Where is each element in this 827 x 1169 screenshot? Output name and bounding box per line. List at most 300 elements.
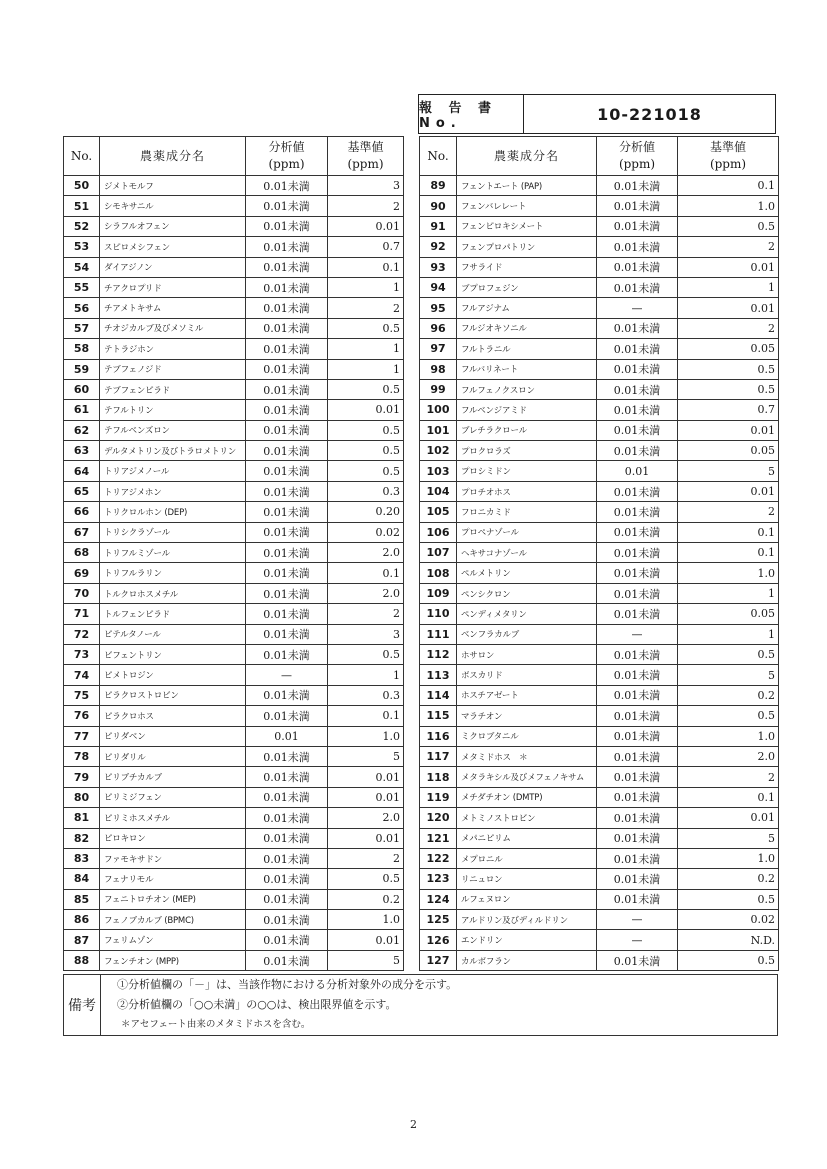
table-row (64, 502, 779, 522)
row-number: 109 (420, 583, 457, 603)
standard-value: N.D. (678, 930, 779, 950)
standard-value: 0.01 (328, 930, 404, 950)
standard-value: 0.1 (328, 257, 404, 277)
row-number: 80 (64, 787, 100, 807)
pesticide-name: トリフルミゾール (100, 543, 246, 563)
table-row (64, 930, 779, 950)
analysis-value: 0.01未満 (597, 522, 678, 542)
row-number: 110 (420, 604, 457, 624)
pesticide-name: ホスチアゼート (457, 685, 597, 705)
row-number: 85 (64, 889, 100, 909)
table-row (64, 420, 779, 440)
standard-value: 5 (328, 746, 404, 766)
row-number: 55 (64, 277, 100, 297)
standard-value: 0.01 (328, 828, 404, 848)
analysis-value: 0.01未満 (597, 808, 678, 828)
column-separator (404, 950, 420, 970)
row-number: 59 (64, 359, 100, 379)
analysis-value: 0.01未満 (597, 257, 678, 277)
column-separator (404, 420, 420, 440)
pesticide-name: フェニトロチオン (MEP) (100, 889, 246, 909)
analysis-value: 0.01未満 (246, 889, 328, 909)
table-row (64, 624, 779, 644)
row-number: 105 (420, 502, 457, 522)
analysis-value: 0.01未満 (597, 196, 678, 216)
pesticide-name: フルバリネート (457, 359, 597, 379)
column-separator (404, 910, 420, 930)
pesticide-name: ピラクロホス (100, 706, 246, 726)
pesticide-name: フェンプロパトリン (457, 237, 597, 257)
row-number: 115 (420, 706, 457, 726)
pesticide-name: ピテルタノール (100, 624, 246, 644)
report-number-label: 報 告 書 No. (419, 95, 524, 133)
pesticide-name: ファモキサドン (100, 848, 246, 868)
analysis-value: 0.01未満 (597, 848, 678, 868)
row-number: 123 (420, 869, 457, 889)
pesticide-name: プロクロラズ (457, 441, 597, 461)
standard-value: 2 (328, 298, 404, 318)
column-separator (404, 481, 420, 501)
analysis-value: 0.01未満 (246, 216, 328, 236)
column-separator (404, 869, 420, 889)
pesticide-name: フェリムゾン (100, 930, 246, 950)
standard-value: 2 (678, 318, 779, 338)
column-separator (404, 828, 420, 848)
pesticide-name: トルクロホスメチル (100, 583, 246, 603)
analysis-value: 0.01未満 (246, 543, 328, 563)
analysis-value: 0.01未満 (246, 644, 328, 664)
pesticide-name: テトラジホン (100, 339, 246, 359)
analysis-value: 0.01未満 (246, 502, 328, 522)
page-number: 2 (410, 1118, 417, 1131)
table-row (64, 950, 779, 970)
column-separator (404, 644, 420, 664)
pesticide-name: ミクロブタニル (457, 726, 597, 746)
standard-value: 0.2 (678, 869, 779, 889)
row-number: 60 (64, 379, 100, 399)
standard-value: 0.05 (678, 604, 779, 624)
analysis-value: 0.01未満 (246, 420, 328, 440)
pesticide-name: フルアジナム (457, 298, 597, 318)
column-separator (404, 767, 420, 787)
row-number: 91 (420, 216, 457, 236)
analysis-value: 0.01未満 (597, 502, 678, 522)
table-row (64, 176, 779, 196)
standard-value: 0.5 (678, 359, 779, 379)
analysis-value: 0.01未満 (246, 563, 328, 583)
standard-value: 1 (678, 277, 779, 297)
row-number: 90 (420, 196, 457, 216)
standard-value: 0.3 (328, 685, 404, 705)
note-line-3: ＊アセフェート由来のメタミドホスを含む。 (121, 1019, 311, 1030)
pesticide-name: ダイアジノン (100, 257, 246, 277)
table-row (64, 767, 779, 787)
row-number: 78 (64, 746, 100, 766)
analysis-value: 0.01未満 (246, 604, 328, 624)
column-separator (404, 379, 420, 399)
row-number: 61 (64, 400, 100, 420)
table-row (64, 196, 779, 216)
column-separator (404, 257, 420, 277)
analysis-value: 0.01 (597, 461, 678, 481)
row-number: 83 (64, 848, 100, 868)
analysis-value: 0.01未満 (246, 237, 328, 257)
standard-value: 0.05 (678, 339, 779, 359)
analysis-value: 0.01未満 (246, 685, 328, 705)
standard-value: 5 (328, 950, 404, 970)
row-number: 74 (64, 665, 100, 685)
analysis-value: 0.01未満 (597, 787, 678, 807)
pesticide-name: プロシミドン (457, 461, 597, 481)
standard-value: 0.01 (678, 808, 779, 828)
header-no: No. (64, 137, 100, 176)
analysis-value: 0.01未満 (246, 869, 328, 889)
pesticide-name: スピロメシフェン (100, 237, 246, 257)
analysis-value: 0.01未満 (246, 808, 328, 828)
standard-value: 0.20 (328, 502, 404, 522)
column-separator (404, 746, 420, 766)
column-separator (404, 339, 420, 359)
row-number: 72 (64, 624, 100, 644)
table-row (64, 277, 779, 297)
table-row (64, 787, 779, 807)
standard-value: 2 (328, 848, 404, 868)
pesticide-name: トリクロルホン (DEP) (100, 502, 246, 522)
standard-value: 1.0 (328, 910, 404, 930)
notes-label: 備考 (64, 975, 101, 1036)
column-separator (404, 726, 420, 746)
row-number: 62 (64, 420, 100, 440)
table-row (64, 563, 779, 583)
row-number: 81 (64, 808, 100, 828)
row-number: 102 (420, 441, 457, 461)
standard-value: 0.01 (678, 481, 779, 501)
analysis-value: 0.01未満 (597, 604, 678, 624)
table-row (64, 522, 779, 542)
pesticide-name: メプロニル (457, 848, 597, 868)
pesticide-name: アルドリン及びディルドリン (457, 910, 597, 930)
standard-value: 3 (328, 176, 404, 196)
standard-value: 1 (328, 665, 404, 685)
pesticide-name: ブプロフェジン (457, 277, 597, 297)
standard-value: 0.7 (678, 400, 779, 420)
row-number: 113 (420, 665, 457, 685)
column-separator (404, 298, 420, 318)
pesticide-name: エンドリン (457, 930, 597, 950)
analysis-value: — (597, 298, 678, 318)
table-row (64, 746, 779, 766)
analysis-value: 0.01未満 (246, 624, 328, 644)
analysis-value: 0.01未満 (246, 277, 328, 297)
analysis-value: 0.01未満 (246, 196, 328, 216)
column-separator (404, 930, 420, 950)
pesticide-name: メチダチオン (DMTP) (457, 787, 597, 807)
pesticide-name: ホサロン (457, 644, 597, 664)
analysis-value: 0.01未満 (246, 359, 328, 379)
standard-value: 0.5 (678, 706, 779, 726)
standard-value: 2.0 (328, 543, 404, 563)
standard-value: 0.2 (328, 889, 404, 909)
column-separator (404, 502, 420, 522)
pesticide-name: トリシクラゾール (100, 522, 246, 542)
pesticide-name: トリフルラリン (100, 563, 246, 583)
pesticide-name: ペンシクロン (457, 583, 597, 603)
pesticide-name: ピロキロン (100, 828, 246, 848)
pesticide-name: メトミノストロビン (457, 808, 597, 828)
row-number: 89 (420, 176, 457, 196)
table-row (64, 583, 779, 603)
standard-value: 0.5 (328, 318, 404, 338)
column-separator (404, 176, 420, 196)
table-row (64, 685, 779, 705)
notes-content (101, 975, 778, 1036)
table-row (64, 889, 779, 909)
pesticide-name: シラフルオフェン (100, 216, 246, 236)
standard-value: 0.1 (328, 563, 404, 583)
row-number: 68 (64, 543, 100, 563)
table-row (64, 461, 779, 481)
header-value: 分析値 (ppm) (246, 137, 328, 176)
row-number: 88 (64, 950, 100, 970)
standard-value: 1 (678, 624, 779, 644)
row-number: 57 (64, 318, 100, 338)
standard-value: 0.05 (678, 441, 779, 461)
row-number: 51 (64, 196, 100, 216)
pesticide-results-table (63, 136, 779, 971)
analysis-value: 0.01未満 (597, 481, 678, 501)
column-separator (404, 400, 420, 420)
table-row (64, 604, 779, 624)
standard-value: 0.02 (678, 910, 779, 930)
pesticide-name: フロニカミド (457, 502, 597, 522)
standard-value: 0.7 (328, 237, 404, 257)
pesticide-name: ベンフラカルブ (457, 624, 597, 644)
standard-value: 1.0 (678, 726, 779, 746)
pesticide-name: ピリブチカルブ (100, 767, 246, 787)
analysis-value: 0.01未満 (597, 277, 678, 297)
row-number: 50 (64, 176, 100, 196)
pesticide-name: ピラクロストロビン (100, 685, 246, 705)
column-separator (404, 196, 420, 216)
pesticide-name: フェントエート (PAP) (457, 176, 597, 196)
standard-value: 1.0 (678, 848, 779, 868)
standard-value: 5 (678, 461, 779, 481)
analysis-value: 0.01未満 (246, 828, 328, 848)
analysis-value: 0.01未満 (246, 298, 328, 318)
column-separator (404, 461, 420, 481)
pesticide-name: トリアジメノール (100, 461, 246, 481)
column-separator (404, 665, 420, 685)
header-name: 農薬成分名 (100, 137, 246, 176)
standard-value: 2 (678, 767, 779, 787)
table-row (64, 216, 779, 236)
standard-value: 5 (678, 828, 779, 848)
header-no: No. (420, 137, 457, 176)
pesticide-name: フサライド (457, 257, 597, 277)
column-separator (404, 441, 420, 461)
analysis-value: 0.01未満 (246, 706, 328, 726)
column-separator (404, 137, 420, 176)
row-number: 70 (64, 583, 100, 603)
note-line-1: ①分析値欄の「－」は、当該作物における分析対象外の成分を示す。 (117, 978, 458, 991)
pesticide-name: テブフェノジド (100, 359, 246, 379)
row-number: 100 (420, 400, 457, 420)
table-row (64, 543, 779, 563)
analysis-value: — (246, 665, 328, 685)
pesticide-name: ヘキサコナゾール (457, 543, 597, 563)
row-number: 127 (420, 950, 457, 970)
pesticide-name: トリアジメホン (100, 481, 246, 501)
analysis-value: 0.01未満 (597, 237, 678, 257)
row-number: 117 (420, 746, 457, 766)
table-row (64, 441, 779, 461)
row-number: 94 (420, 277, 457, 297)
row-number: 125 (420, 910, 457, 930)
standard-value: 0.5 (328, 869, 404, 889)
analysis-value: 0.01未満 (246, 441, 328, 461)
standard-value: 0.5 (678, 379, 779, 399)
standard-value: 0.01 (328, 400, 404, 420)
row-number: 54 (64, 257, 100, 277)
report-number-value: 10-221018 (597, 104, 702, 124)
row-number: 106 (420, 522, 457, 542)
analysis-value: 0.01未満 (246, 176, 328, 196)
pesticide-name: ブレチラクロール (457, 420, 597, 440)
row-number: 93 (420, 257, 457, 277)
standard-value: 0.1 (678, 787, 779, 807)
row-number: 86 (64, 910, 100, 930)
standard-value: 0.01 (678, 298, 779, 318)
standard-value: 0.5 (328, 461, 404, 481)
pesticide-name: テフルベンズロン (100, 420, 246, 440)
analysis-value: 0.01未満 (246, 930, 328, 950)
standard-value: 1 (328, 277, 404, 297)
row-number: 103 (420, 461, 457, 481)
table-row (64, 359, 779, 379)
analysis-value: 0.01未満 (246, 339, 328, 359)
standard-value: 2.0 (678, 746, 779, 766)
row-number: 73 (64, 644, 100, 664)
standard-value: 2 (328, 604, 404, 624)
row-number: 97 (420, 339, 457, 359)
pesticide-name: フルジオキソニル (457, 318, 597, 338)
pesticide-name: プロペナゾール (457, 522, 597, 542)
analysis-value: 0.01未満 (597, 543, 678, 563)
column-separator (404, 583, 420, 603)
analysis-value: 0.01未満 (246, 848, 328, 868)
row-number: 52 (64, 216, 100, 236)
table-row (64, 400, 779, 420)
column-separator (404, 706, 420, 726)
analysis-value: 0.01未満 (597, 726, 678, 746)
column-separator (404, 685, 420, 705)
row-number: 92 (420, 237, 457, 257)
table-row (64, 257, 779, 277)
column-separator (404, 237, 420, 257)
analysis-value: 0.01未満 (597, 176, 678, 196)
row-number: 53 (64, 237, 100, 257)
pesticide-name: メパニピリム (457, 828, 597, 848)
row-number: 114 (420, 685, 457, 705)
header-name: 農薬成分名 (457, 137, 597, 176)
table-row (64, 706, 779, 726)
standard-value: 5 (678, 665, 779, 685)
pesticide-name: シモキサニル (100, 196, 246, 216)
table-row (64, 644, 779, 664)
analysis-value: — (597, 910, 678, 930)
standard-value: 2.0 (328, 808, 404, 828)
pesticide-name: ルフェヌロン (457, 889, 597, 909)
pesticide-name: ビフェントリン (100, 644, 246, 664)
analysis-value: 0.01未満 (597, 441, 678, 461)
row-number: 64 (64, 461, 100, 481)
column-separator (404, 808, 420, 828)
standard-value: 0.01 (328, 767, 404, 787)
analysis-value: 0.01未満 (246, 767, 328, 787)
pesticide-name: ペンディメタリン (457, 604, 597, 624)
analysis-value: 0.01未満 (597, 216, 678, 236)
pesticide-name: プロチオホス (457, 481, 597, 501)
table-row (64, 808, 779, 828)
standard-value: 1 (328, 359, 404, 379)
analysis-value: 0.01未満 (597, 889, 678, 909)
analysis-value: 0.01未満 (246, 746, 328, 766)
row-number: 101 (420, 420, 457, 440)
row-number: 118 (420, 767, 457, 787)
analysis-value: 0.01未満 (246, 522, 328, 542)
column-separator (404, 277, 420, 297)
header-standard: 基準値 (ppm) (678, 137, 779, 176)
analysis-value: 0.01未満 (597, 746, 678, 766)
row-number: 87 (64, 930, 100, 950)
table-row (64, 379, 779, 399)
analysis-value: 0.01未満 (597, 339, 678, 359)
standard-value: 1 (328, 339, 404, 359)
pesticide-name: テブフェンピラド (100, 379, 246, 399)
pesticide-name: フルフェノクスロン (457, 379, 597, 399)
row-number: 98 (420, 359, 457, 379)
notes-table (63, 974, 778, 1036)
column-separator (404, 787, 420, 807)
analysis-value: 0.01未満 (597, 828, 678, 848)
analysis-value: 0.01未満 (597, 379, 678, 399)
analysis-value: 0.01未満 (597, 644, 678, 664)
pesticide-name: チオジカルブ及びメソミル (100, 318, 246, 338)
pesticide-name: リニュロン (457, 869, 597, 889)
standard-value: 0.01 (678, 257, 779, 277)
analysis-value: 0.01未満 (597, 583, 678, 603)
table-row (64, 237, 779, 257)
row-number: 95 (420, 298, 457, 318)
row-number: 75 (64, 685, 100, 705)
analysis-value: 0.01未満 (246, 318, 328, 338)
analysis-value: 0.01未満 (246, 481, 328, 501)
row-number: 99 (420, 379, 457, 399)
column-separator (404, 563, 420, 583)
standard-value: 0.01 (328, 787, 404, 807)
standard-value: 0.3 (328, 481, 404, 501)
row-number: 66 (64, 502, 100, 522)
pesticide-name: トルフェンピラド (100, 604, 246, 624)
pesticide-name: ピリミジフェン (100, 787, 246, 807)
standard-value: 0.5 (328, 441, 404, 461)
standard-value: 0.1 (678, 543, 779, 563)
report-number-box (418, 94, 776, 134)
pesticide-name: ピリダリル (100, 746, 246, 766)
table-row (64, 665, 779, 685)
pesticide-name: ピリミホスメチル (100, 808, 246, 828)
row-number: 67 (64, 522, 100, 542)
